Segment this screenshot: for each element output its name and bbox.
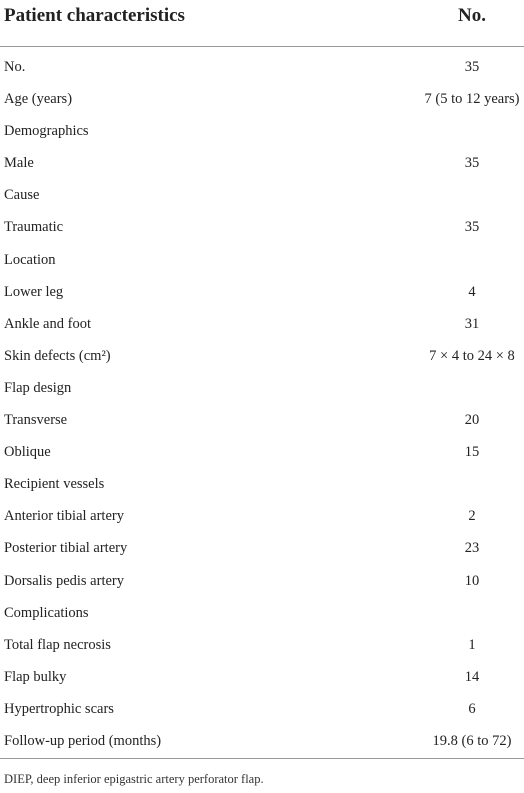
table-row — [0, 308, 524, 340]
table-row — [0, 83, 524, 115]
table-row — [0, 147, 524, 179]
row-label: Total flap necrosis — [4, 636, 111, 653]
table-row — [0, 115, 524, 147]
row-value: 14 — [464, 668, 480, 685]
table-row — [0, 436, 524, 468]
row-value: 7 × 4 to 24 × 8 — [429, 347, 515, 364]
header-value: No. — [458, 5, 486, 26]
table-row — [0, 597, 524, 629]
row-label: Traumatic — [4, 219, 64, 236]
table-row — [0, 500, 524, 532]
row-label: Flap design — [4, 379, 72, 396]
row-label: Recipient vessels — [4, 476, 105, 493]
row-label: Anterior tibial artery — [4, 508, 124, 525]
row-label: Follow-up period (months) — [4, 732, 162, 749]
row-label: Cause — [4, 187, 40, 204]
row-value: 1 — [468, 636, 476, 653]
row-label: Complications — [4, 604, 89, 621]
row-value: 2 — [468, 508, 476, 525]
row-value: 15 — [464, 444, 480, 461]
row-value: 19.8 (6 to 72) — [432, 732, 512, 749]
table-row — [0, 661, 524, 693]
row-value: 4 — [468, 283, 476, 300]
header-characteristic: Patient characteristics — [4, 5, 185, 26]
row-value: 10 — [464, 572, 480, 589]
row-label: Demographics — [4, 123, 89, 140]
row-value: 6 — [468, 700, 476, 717]
table-row — [0, 372, 524, 404]
table-row — [0, 629, 524, 661]
table-header — [0, 0, 524, 47]
row-value: 35 — [464, 219, 480, 236]
row-label: Skin defects (cm²) — [4, 347, 111, 364]
table-row — [0, 693, 524, 725]
table-bottom-rule — [0, 758, 524, 759]
table-row — [0, 340, 524, 372]
row-label: Lower leg — [4, 283, 64, 300]
row-value: 20 — [464, 412, 480, 429]
row-label: Ankle and foot — [4, 315, 91, 332]
table-row — [0, 565, 524, 597]
table-row — [0, 244, 524, 276]
table-row — [0, 468, 524, 500]
row-value: 35 — [464, 59, 480, 75]
row-label: Location — [4, 251, 56, 268]
row-label: Flap bulky — [4, 668, 67, 685]
row-value: 23 — [464, 540, 480, 557]
row-value: 35 — [464, 155, 480, 172]
row-label: Oblique — [4, 444, 51, 461]
row-value: 7 (5 to 12 years) — [424, 91, 520, 108]
table-footnote: DIEP, deep inferior epigastric artery perforator flap. — [4, 772, 264, 786]
table-body — [0, 47, 524, 757]
table-row — [0, 211, 524, 243]
row-label: Transverse — [4, 412, 68, 429]
row-label: Male — [4, 155, 34, 172]
row-label: Hypertrophic scars — [4, 700, 114, 717]
row-value: 31 — [464, 315, 480, 332]
row-label: Posterior tibial artery — [4, 540, 128, 557]
table-row — [0, 51, 524, 83]
table-row — [0, 179, 524, 211]
row-label: No. — [4, 59, 26, 75]
table-row — [0, 725, 524, 757]
row-label: Age (years) — [4, 91, 73, 108]
row-label: Dorsalis pedis artery — [4, 572, 124, 589]
table-row — [0, 404, 524, 436]
table-row — [0, 532, 524, 564]
table-row — [0, 276, 524, 308]
